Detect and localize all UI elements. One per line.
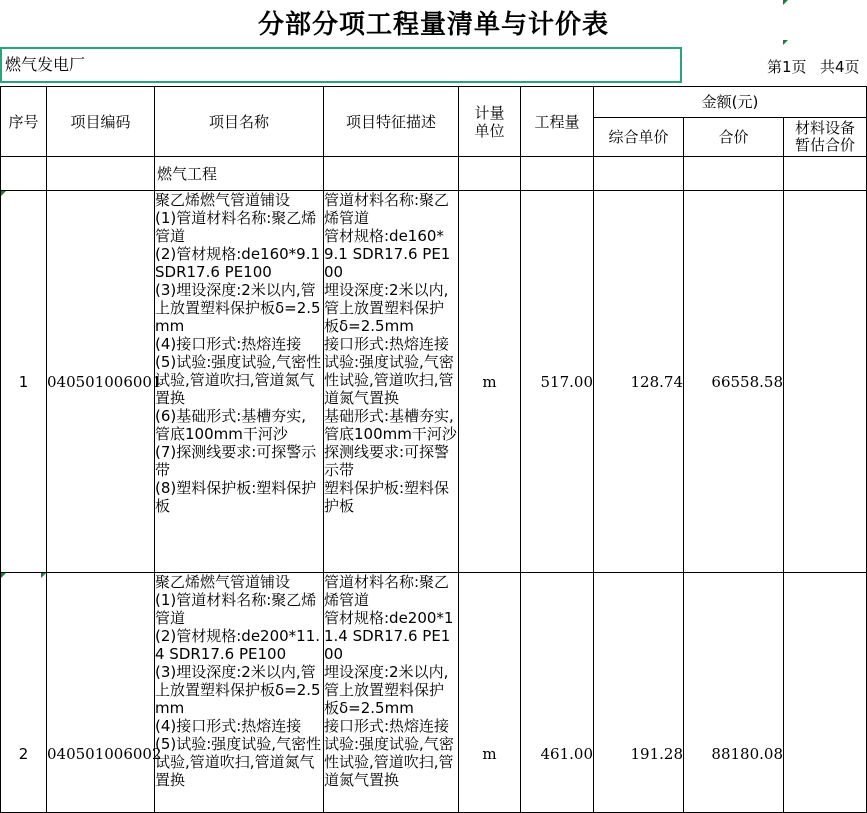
section-row	[1, 157, 867, 191]
row-desc[interactable]	[324, 191, 459, 573]
row-name[interactable]	[155, 191, 324, 573]
row-code[interactable]: 040501006002	[47, 573, 155, 813]
page-current: 第1页	[767, 58, 807, 76]
row-estimate[interactable]	[784, 191, 867, 573]
header-total[interactable]: 合价	[684, 118, 784, 157]
row-unit-price[interactable]: 128.74	[594, 191, 684, 573]
row-seq[interactable]: 2	[1, 573, 47, 813]
row-total[interactable]: 66558.58	[684, 191, 784, 573]
row-name[interactable]	[155, 573, 324, 813]
cell-comment-marker	[783, 0, 788, 5]
sheet-title: 分部分项工程量清单与计价表	[257, 10, 609, 40]
row-desc[interactable]	[324, 573, 459, 813]
header-unit-price[interactable]: 综合单价	[594, 118, 684, 157]
header-qty[interactable]: 工程量	[521, 87, 594, 157]
cell-comment-marker	[41, 573, 46, 578]
row-unit[interactable]: m	[459, 573, 521, 813]
row-desc-text: 管道材料名称:聚乙烯管道 管材规格:de200*11.4 SDR17.6 PE100 埋设深度:2米以内,管上放置塑料保护板δ=2.5mm 接口形式:热熔连接 试验:强度试验,气密性试验,管道吹扫,管道氮气置换	[324, 573, 454, 789]
row-unit[interactable]: m	[459, 191, 521, 573]
header-estimate[interactable]: 材料设备 暂估合价	[784, 118, 867, 157]
row-qty[interactable]: 517.00	[521, 191, 594, 573]
cell-comment-marker	[1, 191, 6, 196]
section-total-cell[interactable]	[684, 157, 784, 191]
bill-of-quantities-table	[0, 86, 867, 813]
row-total[interactable]: 88180.08	[684, 573, 784, 813]
row-desc-text: 管道材料名称:聚乙烯管道 管材规格:de160*9.1 SDR17.6 PE100 埋设深度:2米以内,管上放置塑料保护板δ=2.5mm 接口形式:热熔连接 试验:强度试验,气密性试验,管道吹扫,管道氮气置换 基础形式:基槽夯实, 管底100mm干河沙 探测线要求:可探警示带 塑料保护板:塑料保护板	[324, 191, 457, 515]
section-title[interactable]: 燃气工程	[155, 157, 324, 191]
row-seq[interactable]: 1	[1, 191, 47, 573]
table-row	[1, 191, 867, 573]
section-price-cell[interactable]	[594, 157, 684, 191]
row-name-text: 聚乙烯燃气管道铺设 (1)管道材料名称:聚乙烯管道 (2)管材规格:de200*11.4 SDR17.6 PE100 (3)埋设深度:2米以内,管上放置塑料保护板δ=2.5mm (4)接口形式:热熔连接 (5)试验:强度试验,气密性试验,管道吹扫,管道氮气置换	[155, 573, 322, 789]
section-desc-cell[interactable]	[324, 157, 459, 191]
row-unit-price[interactable]: 191.28	[594, 573, 684, 813]
table-row	[1, 573, 867, 813]
section-seq-cell[interactable]	[1, 157, 47, 191]
header-code[interactable]: 项目编码	[47, 87, 155, 157]
header-seq[interactable]: 序号	[1, 87, 47, 157]
header-name[interactable]: 项目名称	[155, 87, 324, 157]
section-unit-cell[interactable]	[459, 157, 521, 191]
cell-comment-marker	[1, 573, 6, 578]
section-est-cell[interactable]	[784, 157, 867, 191]
section-qty-cell[interactable]	[521, 157, 594, 191]
row-estimate[interactable]	[784, 573, 867, 813]
section-code-cell[interactable]	[47, 157, 155, 191]
page-total: 共4页	[820, 58, 860, 76]
header-unit[interactable]: 计量 单位	[459, 87, 521, 157]
header-desc[interactable]: 项目特征描述	[324, 87, 459, 157]
row-code[interactable]: 040501006001	[47, 191, 155, 573]
row-qty[interactable]: 461.00	[521, 573, 594, 813]
header-amount[interactable]: 金额(元)	[594, 87, 867, 118]
project-name-cell[interactable]: 燃气发电厂	[0, 47, 682, 83]
row-name-text: 聚乙烯燃气管道铺设 (1)管道材料名称:聚乙烯管道 (2)管材规格:de160*9.1 SDR17.6 PE100 (3)埋设深度:2米以内,管上放置塑料保护板δ=2.5mm (4)接口形式:热熔连接 (5)试验:强度试验,气密性试验,管道吹扫,管道氮气置换 (6)基础形式:基槽夯实, 管底100mm干河沙 (7)探测线要求:可探警示带 (8)塑料保护板:塑料保护板	[155, 191, 322, 515]
cell-comment-marker	[783, 40, 788, 45]
